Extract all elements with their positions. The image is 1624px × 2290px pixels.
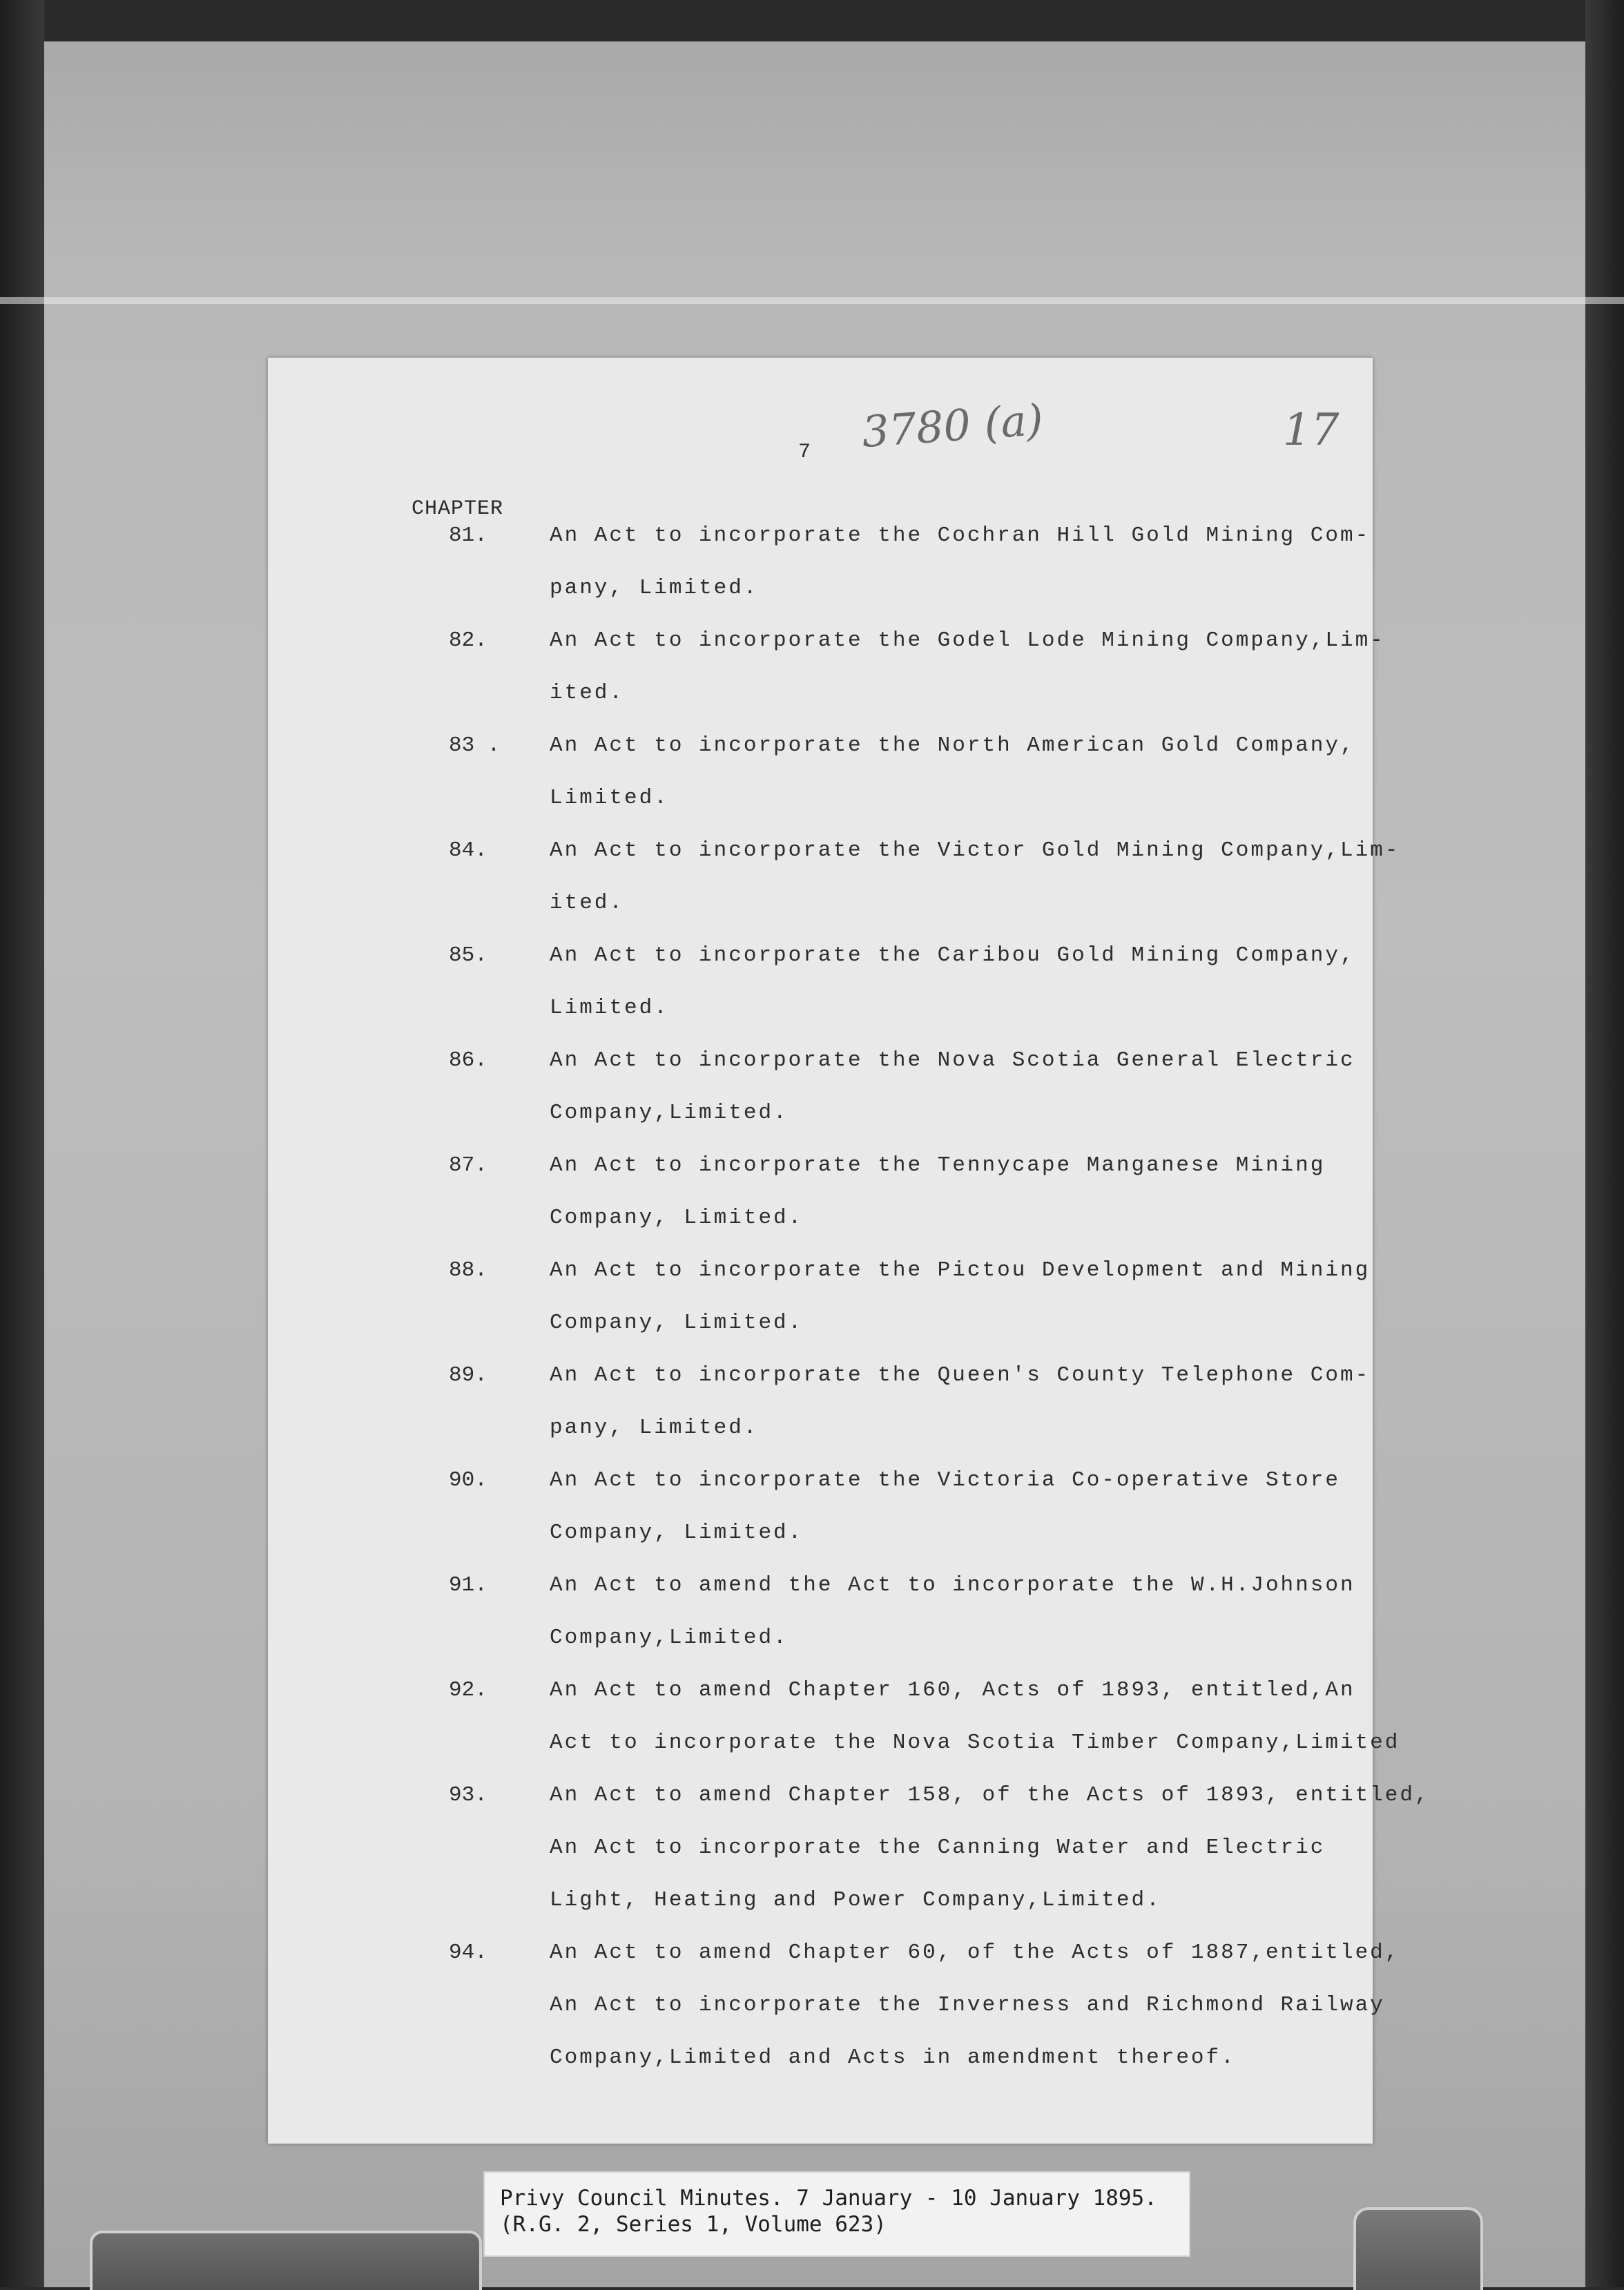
entry-line: Company,Limited. bbox=[550, 1626, 789, 1650]
entry-number: 92. bbox=[449, 1678, 487, 1702]
film-clip-right bbox=[1353, 2207, 1483, 2290]
handwritten-archive-number: 3780 (a) bbox=[860, 394, 1045, 458]
entry-line: Limited. bbox=[550, 996, 669, 1020]
entry-line: Light, Heating and Power Company,Limited. bbox=[550, 1888, 1161, 1912]
entry-line: An Act to amend the Act to incorporate the W.H.Johnson bbox=[550, 1573, 1355, 1597]
entry-number: 85. bbox=[449, 943, 487, 968]
entry-line: Company, Limited. bbox=[550, 1311, 804, 1335]
entry-number: 84. bbox=[449, 838, 487, 863]
entry-number: 86. bbox=[449, 1048, 487, 1072]
entry-line: An Act to incorporate the Tennycape Manganese Mining bbox=[550, 1153, 1326, 1177]
entry-line: An Act to incorporate the Victoria Co-operative Store bbox=[550, 1468, 1340, 1492]
entry-line: An Act to incorporate the Nova Scotia General Electric bbox=[550, 1048, 1355, 1072]
entry-number: 93. bbox=[449, 1783, 487, 1807]
entry-line: pany, Limited. bbox=[550, 1416, 759, 1440]
entry-line: An Act to incorporate the Canning Water and Electric bbox=[550, 1836, 1326, 1860]
entry-number: 87. bbox=[449, 1153, 487, 1177]
entry-line: Company,Limited and Acts in amendment thereof. bbox=[550, 2046, 1236, 2070]
entry-line: ited. bbox=[550, 681, 625, 705]
entry-number: 81. bbox=[449, 523, 487, 548]
film-clip-left bbox=[90, 2231, 482, 2290]
scan-line bbox=[0, 297, 1624, 304]
entry-number: 89. bbox=[449, 1363, 487, 1387]
entry-number: 82. bbox=[449, 628, 487, 653]
entry-line: An Act to incorporate the Inverness and Richmond Railway bbox=[550, 1993, 1385, 2017]
caption-line-1: Privy Council Minutes. 7 January - 10 January 1895. bbox=[500, 2186, 1157, 2211]
entry-number: 88. bbox=[449, 1258, 487, 1282]
archive-caption bbox=[483, 2171, 1190, 2257]
entry-line: An Act to incorporate the Pictou Development and Mining bbox=[550, 1258, 1371, 1282]
entry-line: An Act to incorporate the Godel Lode Mining Company,Lim- bbox=[550, 628, 1385, 653]
entry-number: 90. bbox=[449, 1468, 487, 1492]
handwritten-folio-number: 17 bbox=[1283, 405, 1340, 456]
entry-line: ited. bbox=[550, 891, 625, 915]
film-edge-left bbox=[0, 0, 44, 2287]
entry-line: An Act to incorporate the Queen's County Telephone Com- bbox=[550, 1363, 1371, 1387]
caption-line-2: (R.G. 2, Series 1, Volume 623) bbox=[500, 2212, 887, 2237]
entry-line: An Act to amend Chapter 160, Acts of 1893, entitled,An bbox=[550, 1678, 1355, 1702]
film-edge-right bbox=[1585, 0, 1624, 2287]
document-page bbox=[268, 358, 1430, 2144]
entry-line: An Act to incorporate the Caribou Gold Mining Company, bbox=[550, 943, 1355, 968]
entry-line: Company, Limited. bbox=[550, 1206, 804, 1230]
entry-number: 94. bbox=[449, 1941, 487, 1965]
entry-line: pany, Limited. bbox=[550, 576, 759, 600]
entry-line: Limited. bbox=[550, 786, 669, 810]
entry-line: An Act to incorporate the North American Gold Company, bbox=[550, 733, 1355, 758]
entry-number: 91. bbox=[449, 1573, 487, 1597]
entry-line: Company, Limited. bbox=[550, 1521, 804, 1545]
entry-line: An Act to incorporate the Cochran Hill Gold Mining Com- bbox=[550, 523, 1371, 548]
entry-line: An Act to amend Chapter 158, of the Acts of 1893, entitled, bbox=[550, 1783, 1430, 1807]
page-number: 7 bbox=[798, 441, 811, 464]
entry-line: Company,Limited. bbox=[550, 1101, 789, 1125]
entry-line: An Act to incorporate the Victor Gold Mining Company,Lim- bbox=[550, 838, 1400, 863]
chapter-heading: CHAPTER bbox=[412, 497, 504, 521]
entry-line: Act to incorporate the Nova Scotia Timber Company,Limited bbox=[550, 1731, 1400, 1755]
entry-number: 83 . bbox=[449, 733, 501, 758]
entry-line: An Act to amend Chapter 60, of the Acts of 1887,entitled, bbox=[550, 1941, 1400, 1965]
